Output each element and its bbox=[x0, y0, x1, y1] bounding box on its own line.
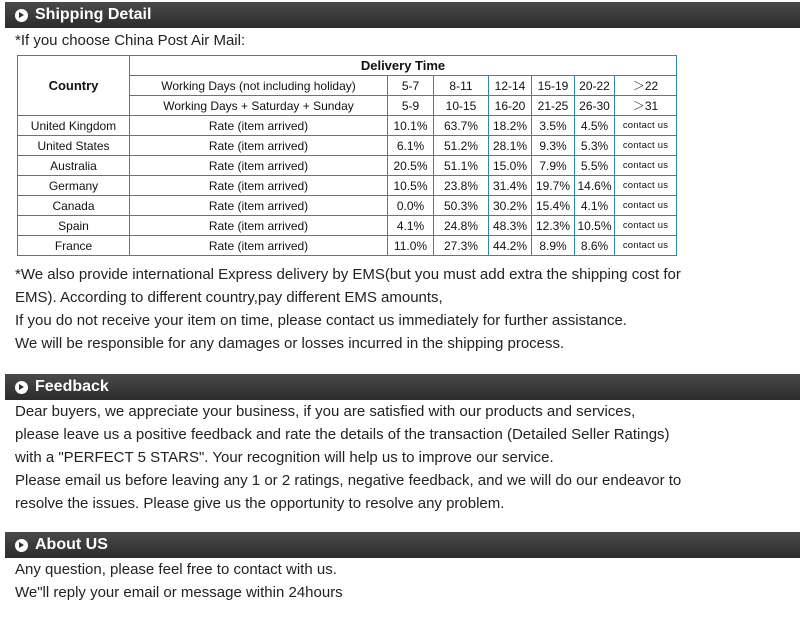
contact-us-cell: contact us bbox=[615, 176, 677, 196]
rate-value-cell: 27.3% bbox=[434, 236, 489, 256]
rate-value-cell: 7.9% bbox=[532, 156, 575, 176]
rate-value-cell: 8.9% bbox=[532, 236, 575, 256]
rate-value-cell: 30.2% bbox=[489, 196, 532, 216]
rate-value-cell: 63.7% bbox=[434, 116, 489, 136]
day-range-cell: 10-15 bbox=[434, 96, 489, 116]
rate-value-cell: 31.4% bbox=[489, 176, 532, 196]
section-title: Feedback bbox=[35, 378, 109, 395]
rate-value-cell: 10.1% bbox=[388, 116, 434, 136]
feedback-line: resolve the issues. Please give us the opportunity to resolve any problem. bbox=[15, 495, 505, 512]
contact-us-cell: contact us bbox=[615, 156, 677, 176]
contact-us-cell: contact us bbox=[615, 236, 677, 256]
contact-us-cell: contact us bbox=[615, 136, 677, 156]
table-row bbox=[18, 196, 677, 216]
working-days-label: Working Days (not including holiday) bbox=[130, 76, 388, 96]
table-row bbox=[18, 156, 677, 176]
rate-value-cell: 4.5% bbox=[575, 116, 615, 136]
day-range-cell: 26-30 bbox=[575, 96, 615, 116]
arrow-bullet-icon bbox=[15, 381, 28, 394]
rate-value-cell: 48.3% bbox=[489, 216, 532, 236]
rate-value-cell: 10.5% bbox=[388, 176, 434, 196]
rate-value-cell: 18.2% bbox=[489, 116, 532, 136]
table-row bbox=[18, 136, 677, 156]
day-range-cell: 16-20 bbox=[489, 96, 532, 116]
day-range-cell: 5-9 bbox=[388, 96, 434, 116]
shipping-note: EMS). According to different country,pay different EMS amounts, bbox=[15, 289, 443, 306]
rate-value-cell: 15.0% bbox=[489, 156, 532, 176]
country-cell: France bbox=[18, 236, 130, 256]
rate-value-cell: 15.4% bbox=[532, 196, 575, 216]
working-days-label: Working Days + Saturday + Sunday bbox=[130, 96, 388, 116]
rate-value-cell: 11.0% bbox=[388, 236, 434, 256]
rate-value-cell: 44.2% bbox=[489, 236, 532, 256]
rate-value-cell: 20.5% bbox=[388, 156, 434, 176]
rate-value-cell: 12.3% bbox=[532, 216, 575, 236]
contact-us-cell: contact us bbox=[615, 216, 677, 236]
rate-value-cell: 9.3% bbox=[532, 136, 575, 156]
rate-value-cell: 51.2% bbox=[434, 136, 489, 156]
table-row bbox=[18, 236, 677, 256]
section-title: Shipping Detail bbox=[35, 6, 152, 23]
contact-us-cell: contact us bbox=[615, 196, 677, 216]
rate-label-cell: Rate (item arrived) bbox=[130, 176, 388, 196]
rate-value-cell: 28.1% bbox=[489, 136, 532, 156]
rate-value-cell: 23.8% bbox=[434, 176, 489, 196]
day-range-cell: 8-11 bbox=[434, 76, 489, 96]
shipping-detail-header bbox=[5, 2, 800, 28]
delivery-time-table bbox=[17, 55, 677, 256]
country-cell: Australia bbox=[18, 156, 130, 176]
shipping-note: If you do not receive your item on time, please contact us immediately for further assistance. bbox=[15, 312, 627, 329]
arrow-bullet-icon bbox=[15, 9, 28, 22]
rate-value-cell: 24.8% bbox=[434, 216, 489, 236]
feedback-header bbox=[5, 374, 800, 400]
country-cell: Canada bbox=[18, 196, 130, 216]
shipping-intro: *If you choose China Post Air Mail: bbox=[15, 32, 246, 49]
rate-label-cell: Rate (item arrived) bbox=[130, 136, 388, 156]
table-row bbox=[18, 176, 677, 196]
rate-value-cell: 0.0% bbox=[388, 196, 434, 216]
rate-value-cell: 5.3% bbox=[575, 136, 615, 156]
about-line: Any question, please feel free to contact with us. bbox=[15, 561, 337, 578]
about-us-header bbox=[5, 532, 800, 558]
rate-value-cell: 6.1% bbox=[388, 136, 434, 156]
country-cell: Spain bbox=[18, 216, 130, 236]
rate-value-cell: 50.3% bbox=[434, 196, 489, 216]
table-header-row bbox=[18, 56, 677, 76]
section-title: About US bbox=[35, 536, 108, 553]
day-range-cell: ＞22 bbox=[615, 76, 677, 96]
day-range-cell: 5-7 bbox=[388, 76, 434, 96]
rate-label-cell: Rate (item arrived) bbox=[130, 236, 388, 256]
country-cell: Germany bbox=[18, 176, 130, 196]
contact-us-cell: contact us bbox=[615, 116, 677, 136]
arrow-bullet-icon bbox=[15, 539, 28, 552]
day-range-cell: 12-14 bbox=[489, 76, 532, 96]
table-row bbox=[18, 116, 677, 136]
rate-value-cell: 3.5% bbox=[532, 116, 575, 136]
rate-value-cell: 19.7% bbox=[532, 176, 575, 196]
day-range-cell: ＞31 bbox=[615, 96, 677, 116]
rate-label-cell: Rate (item arrived) bbox=[130, 156, 388, 176]
feedback-line: please leave us a positive feedback and rate the details of the transaction (Detailed Seller Ratings) bbox=[15, 426, 670, 443]
rate-label-cell: Rate (item arrived) bbox=[130, 116, 388, 136]
rate-value-cell: 51.1% bbox=[434, 156, 489, 176]
day-range-cell: 21-25 bbox=[532, 96, 575, 116]
table-row bbox=[18, 216, 677, 236]
rate-value-cell: 5.5% bbox=[575, 156, 615, 176]
country-cell: United Kingdom bbox=[18, 116, 130, 136]
rate-label-cell: Rate (item arrived) bbox=[130, 216, 388, 236]
rate-value-cell: 4.1% bbox=[575, 196, 615, 216]
feedback-line: with a "PERFECT 5 STARS". Your recognition will help us to improve our service. bbox=[15, 449, 554, 466]
delivery-time-header: Delivery Time bbox=[130, 56, 677, 76]
day-range-cell: 20-22 bbox=[575, 76, 615, 96]
shipping-note: We will be responsible for any damages or losses incurred in the shipping process. bbox=[15, 335, 565, 352]
shipping-note: *We also provide international Express delivery by EMS(but you must add extra the shipping cost for bbox=[15, 266, 681, 283]
rate-label-cell: Rate (item arrived) bbox=[130, 196, 388, 216]
about-line: We"ll reply your email or message within 24hours bbox=[15, 584, 343, 601]
feedback-line: Dear buyers, we appreciate your business, if you are satisfied with our products and services, bbox=[15, 403, 636, 420]
rate-value-cell: 10.5% bbox=[575, 216, 615, 236]
rate-value-cell: 8.6% bbox=[575, 236, 615, 256]
feedback-line: Please email us before leaving any 1 or 2 ratings, negative feedback, and we will do our endeavor to bbox=[15, 472, 682, 489]
country-header: Country bbox=[18, 56, 130, 116]
day-range-cell: 15-19 bbox=[532, 76, 575, 96]
rate-value-cell: 4.1% bbox=[388, 216, 434, 236]
country-cell: United States bbox=[18, 136, 130, 156]
rate-value-cell: 14.6% bbox=[575, 176, 615, 196]
